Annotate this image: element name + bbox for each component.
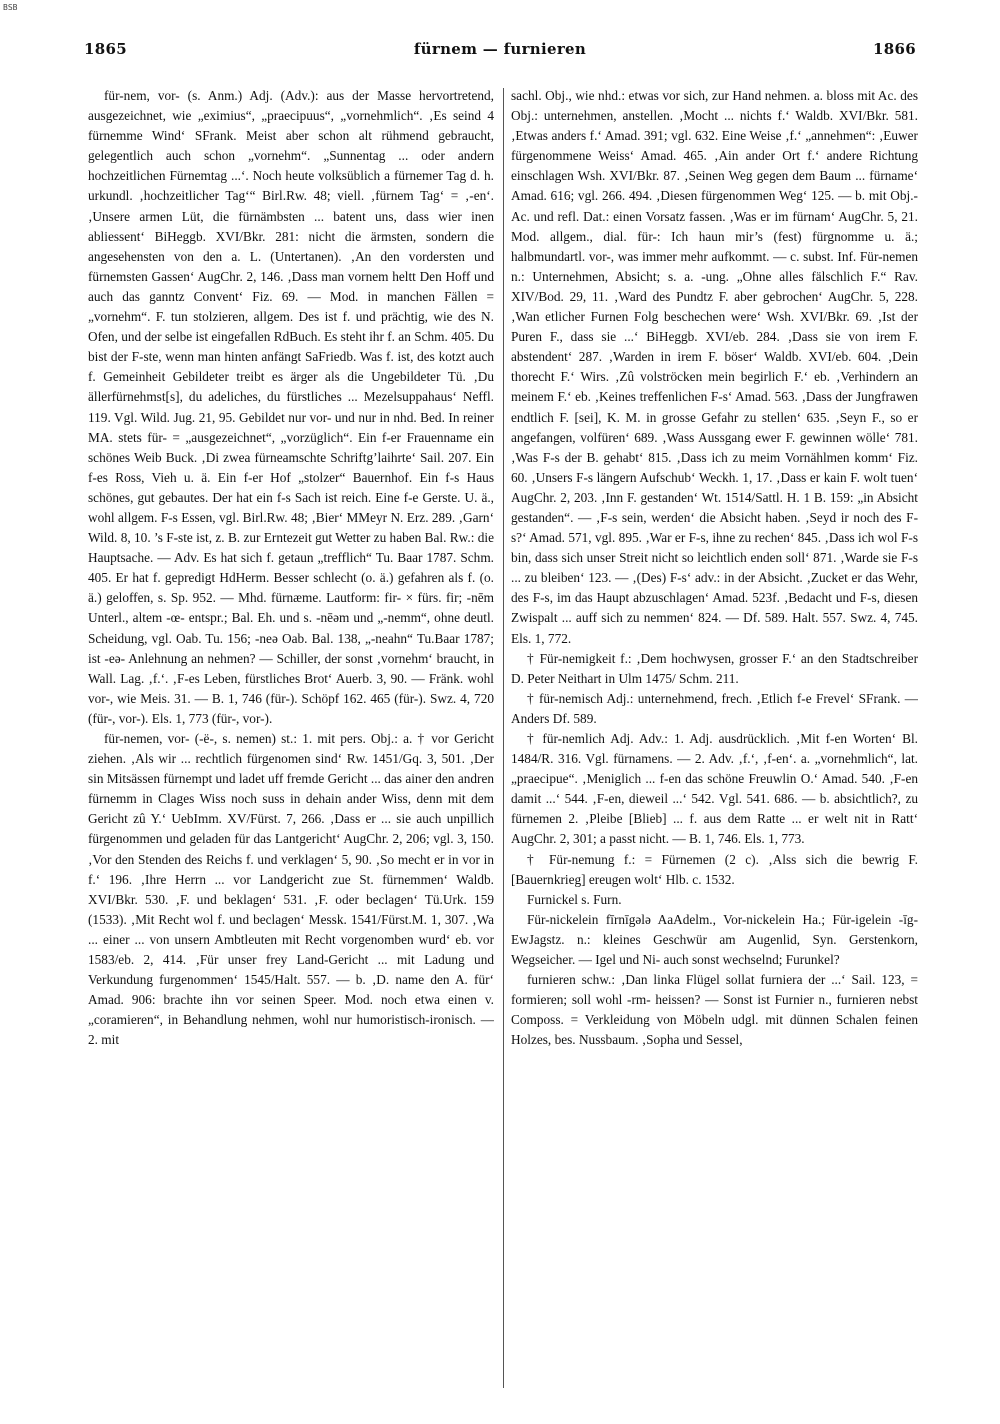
entry-furnickel: Furnickel s. Furn. [527,891,622,907]
running-head: fürnem — furnieren [413,40,587,58]
page-header [84,40,916,62]
entry-fuernemigkeit: † Für-nemigkeit f.: ‚Dem hochwysen, grosser F.‘ an den Stadtschreiber D. Peter Neithart in Ulm 1475/ Schm. 211. [511,650,918,686]
entry-fuernemisch: † für-nemisch Adj.: unternehmend, frech. ‚Etlich f-e Frevel‘ SFrank. — Anders Df. 589. [511,690,918,726]
page-number-left: 1865 [84,40,127,58]
page-number-right: 1866 [873,40,916,58]
library-stamp: BSB [3,3,18,12]
column-divider [503,88,504,1388]
entry-furnieren: furnieren schw.: ‚Dan linka Flügel sollat furniera der ...‘ Sail. 123, = formieren; soll wohl -rm- heissen? — Sonst ist Furnier n., furnieren nebst Composs. = Verkleidung von Möbeln udgl. mit dünnen Schalen feinen Holzes, bes. Nussbaum. ‚Sopha und Sessel, [511,972,918,1048]
entry-fuernem: für-nem, vor- (s. Anm.) Adj. (Adv.): aus der Masse hervortretend, ausgezeichnet, wie „eximius“, „praecipuus“, „vornehmlich“. ‚Es seind 4 fürnemme Wind‘ SFrank. Meist aber schon alt rühmend gebraucht, gelegentlich auch schon „vornehm“. „Sunnentag ... oder andern hochzeitlichen Fürnemtag ...‘. Noch heute volksüblich a fürnemer Tag d. h. urkundl. ‚hochzeitlicher Tag‘“ Birl.Rw. 48; viell. ‚fürnem Tag‘ = ‚-en‘. ‚Unsere armen Lüt, die fürnämbsten ... batent uns, dass wier inen abliessent‘ BiHeggb. XVI/Bkr. 281: nicht die ärmsten, sondern die angesehensten von den a. L. (Untertanen). ‚An den vordersten und fürnemsten Gassen‘ AugChr. 2, 146. ‚Dass man vornem heltt Den Hoff und auch das ganntz Convent‘ Fiz. 69. — Mod. in manchen Fällen = „vornehm“. F. tun stolzieren, allgem. Des ist f. und prächtig, wie des N. Ofen, und der selbe ist eingefallen RdBuch. Es steht ihr f. an Schm. 405. Du bist der F-ste, wenn man hinten anfängt SaFriedb. Was f. ist, des kotzt auch f. Gemeinheit Gebildeter treibt es ärger als die Ungebildeter Tü. ‚Du ällerfürnehmst[s], du adeliches, du fürstliches ... Mezelsuppahaus‘ Neffl. 119. Vgl. Wild. Jug. 21, 95. Gebildet nur vor- und nur in nhd. Bed. In reiner MA. stets für- = „ausgezeichnet“, „vorzüglich“. Ein f-er Frauenname ein schönes Weib Buck. ‚Di zwea fürneamschte Schriftg’laihrte‘ Sail. 207. Ein f-es Ross, Vieh u. ä. Ein f-er Hof „stolzer“ Bauernhof. Ein f-s Haus schönes, gut gebautes. Der hat ein f-s Sach ist reich. Eine f-e Gerste. U. ä., wohl allgem. F-s Essen, vgl. Birl.Rw. 48; ‚Bier‘ MMeyr N. Erz. 289. ‚Garn‘ Wild. 8, 10. ’s F-ste ist, z. B. zur Erntezeit gut Wetter zu haben Bal. Rw.: die Hauptsache. — Adv. Es hat sich f. getaun „trefflich“ Tu. Baar 1787. Schm. 405. Er hat f. gepredigt HdHerm. Besser schlecht (o. ä.) gefahren als f. (o. ä.) geloffen, s. Sp. 952. — Mhd. fürnæme. Lautform: fir- × fürs. fir; -nēm Unterl., altem -œ- entspr.; Bal. Eh. und s. -nēəm und „-nemm“, ohne deutl. Scheidung, vgl. Oab. Tu. 156; -neə Oab. Bal. 138, „-neahn“ Tu.Baar 1787; ist -eə- Anlehnung an nehmen? — Schiller, der sonst ‚vornehm‘ braucht, in Wall. Lag. ‚f.‘. ‚F-es Leben, fürstliches Brot‘ Auerb. 3, 90. — Fränk. wohl vor-, wie Meis. 31. — B. 1, 746 (für-). Schöpf 162. 465 (für-). Swz. 4, 720 (für-, vor-). Els. 1, 773 (für-, vor-). [88,88,494,726]
entry-fuernemen: für-nemen, vor- (-ë-, s. nemen) st.: 1. mit pers. Obj.: a. † vor Gericht ziehen. ‚Als wir ... rechtlich fürgenomen sind‘ Rw. 1451/Gq. 3, 501. ‚Der sin Mitsässen fürnempt und ladet uff fremde Gericht ... das ainer den andren fürnemm in Clages Wiss noch suss in dehain ander Wiss, denn mit dem Gericht zû Y.‘ UebImm. XV/Fürst. 7, 266. ‚Dass er ... sie auch unpillich fürgenommen und geladen für das Lantgericht‘ AugChr. 2, 206; vgl. 3, 150. ‚Vor den Stenden des Reichs f. und verklagen‘ 5, 90. ‚So mecht er in vor in f.‘ 196. ‚Ihre Herrn ... vor Landgericht zue St. fürnemmen‘ Waldb. XVI/Bkr. 530. ‚F. und beklagen‘ 531. ‚F. oder beclagen‘ Tü.Urk. 159 (1533). ‚Mit Recht wol f. und beclagen‘ Messk. 1541/Fürst.M. 1, 307. ‚Wa ... einer ... von unsern Ambtleuten mit Recht vorgenomben wurd‘ eb. vor 1583/eb. 2, 414. ‚Für unser frey Land-Gericht ... mit Ladung und Verkundung furgenommen‘ 1545/Halt. 557. — b. ‚D. name den A. für‘ Amad. 906: brachte ihn vor seinen Speer. Mod. noch etwa einen v. „coramieren“, in Behandlung nehmen, wohl nur humoristisch-ironisch. — 2. mit [88,731,494,1048]
entry-fuernemen-continued: sachl. Obj., wie nhd.: etwas vor sich, zur Hand nehmen. a. bloss mit Ac. des Obj.: unternehmen, anstellen. ‚Mocht ... nichts f.‘ Waldb. XVI/Bkr. 581. ‚Etwas anders f.‘ Amad. 391; vgl. 632. Eine Weise ‚f.‘ „annehmen“: ‚Euwer fürgenommene Weiss‘ Amad. 465. ‚Ain ander Ort f.‘ andere Richtung einschlagen Wsh. XVI/Bkr. 87. ‚Seinen Weg gegen dem Baum ... fürname‘ Amad. 616; vgl. 266. 494. ‚Diesen fürgenommen Weg‘ 125. — b. mit Obj.-Ac. und refl. Dat.: einen Vorsatz fassen. ‚Was er im fürnam‘ AugChr. 5, 21. Mod. allgem., dial. für-: Ich haun mir’s (fest) fürgnomme u. ä.; halbmundartl. vor-, was immer mehr aufkommt. — c. subst. Inf. Für-nemen n.: Unternehmen, Absicht; s. a. -ung. „Ohne alles fälschlich F.“ Rav. XIV/Bod. 29, 11. ‚Ward des Pundtz F. aber gebrochen‘ AugChr. 5, 228. ‚Wan etlicher Furnen Folg beschechen were‘ Wsh. XVI/Bkr. 69. ‚Ist der Puren F., dass sie ...‘ BiHeggb. XVI/eb. 284. ‚Dass sie von irem F. abstendent‘ 287. ‚Warden in irem F. böser‘ Waldb. XVI/eb. 604. ‚Dein thorecht F.‘ Wirs. ‚Zû volströcken mein begirlich F.‘ eb. ‚Verhindern an meinem F.‘ eb. ‚Keines treffenlichen F-s‘ Amad. 563. ‚Dass der Jungfrawen endtlich F. [sei], K. M. in grosse Gefahr zu stellen‘ 635. ‚Seyn F., so er angefangen, volfüren‘ 689. ‚Wass Aussgang ewer F. gewinnen wölle‘ 781. ‚Was F-s der B. gehabt‘ 815. ‚Dass ich zu meim Vornählmen komm‘ Fiz. 60. ‚Unsers F-s längern Aufschub‘ Weckh. 1, 17. ‚Dass er kain F. wolt tuen‘ AugChr. 2, 203. ‚Inn F. gestanden‘ Wt. 1514/Sattl. H. 1 B. 159: „in Absicht gestanden“. — ‚F-s sein, werden‘ die Absicht haben. ‚Seyd ir noch des F-s?‘ Amad. 571, vgl. 895. ‚War er F-s, ihne zu rechen‘ 845. ‚Dass ich wol F-s bin, dass sich unser Streit nicht so leichtlich enden soll‘ 871. ‚Warde sie F-s ... zu bleiben‘ 123. — ‚(Des) F-s‘ adv.: in der Absicht. ‚Zucket er das Wehr, des F-s, im das Haupt abzuschlagen‘ Amad. 523f. ‚Bedacht und F-s, diesen Zwispalt ... auff sich zu nemmen‘ 824. — Df. 589. Halt. 557. Swz. 4, 745. Els. 1, 772. [511,88,918,646]
entry-fuernemung: † Für-nemung f.: = Fürnemen (2 c). ‚Alss sich die bewrig F. [Bauernkrieg] ereugen wolt‘ Hlb. c. 1532. [511,851,918,887]
right-column [511,86,918,1396]
entry-fuernickelein: Für-nickelein fīrnīgələ AaAdelm., Vor-nickelein Ha.; Für-igelein -īg- EwJagstz. n.: kleines Geschwür am Augenlid, Syn. Gerstenkorn, Wegseicher. — Igel und Ni- auch sonst wechselnd; Furunkel? [511,911,918,968]
entry-fuernemlich: † für-nemlich Adj. Adv.: 1. Adj. ausdrücklich. ‚Mit f-en Worten‘ Bl. 1484/R. 316. Vgl. fürnamens. — 2. Adv. ‚f.‘, ‚f-en‘. a. „vornehmlich“, lat. „praecipue“. ‚Meniglich ... f-en das schöne Freuwlin O.‘ Amad. 540. ‚F-en damit ...‘ 544. ‚F-en, dieweil ...‘ 542. Vgl. 541. 686. — b. absichtlich?, zu fürnemen 2. ‚Pleibe [Blieb] ... f. aus dem Ratte ... er welt nit in Ratt‘ AugChr. 2, 301; a passt nicht. — B. 1, 746. Els. 1, 773. [511,731,918,847]
left-column [88,86,494,1396]
